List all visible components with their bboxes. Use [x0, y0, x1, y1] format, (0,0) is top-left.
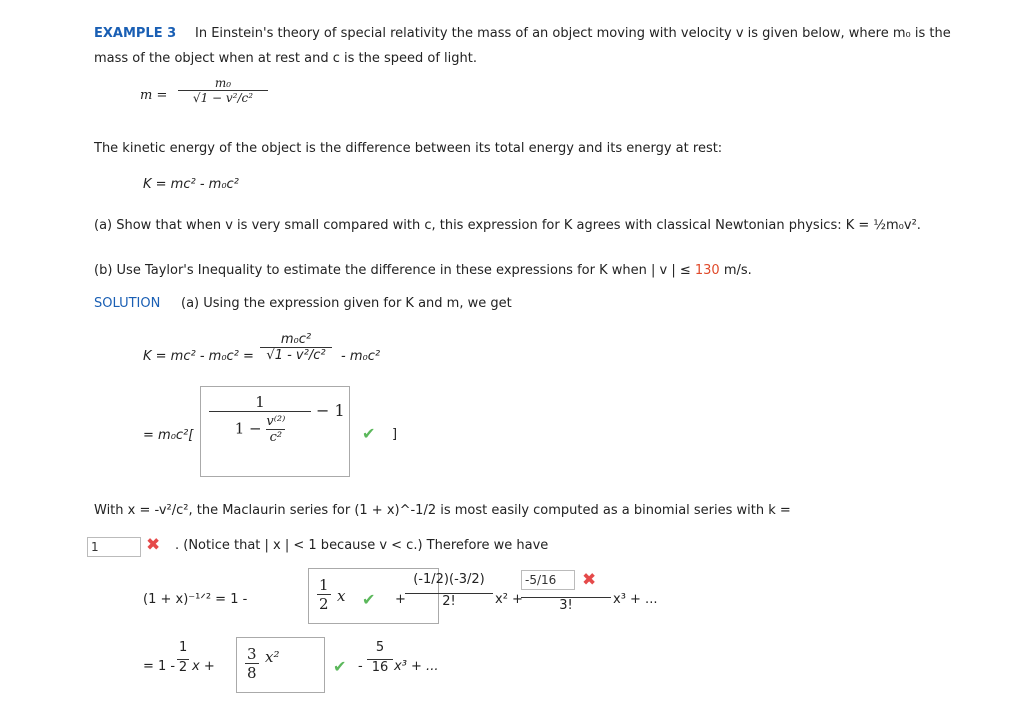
formula-m-den: √1 − v²/c²: [192, 91, 254, 105]
result-d1: 2: [178, 660, 188, 675]
result-t3: x³ + ...: [394, 659, 439, 674]
solution-label: SOLUTION: [94, 296, 161, 311]
step1-tail: - m₀c²: [341, 349, 381, 364]
formula-m-num: m₀: [178, 76, 268, 91]
f2-num: (-1/2)(-3/2): [405, 572, 493, 594]
part-a: (a) Show that when v is very small compared with c, this expression for K agrees with classical Newtonian physics: K = ½m₀v².: [94, 218, 921, 233]
result-minus: -: [358, 659, 363, 674]
box-var: x: [337, 587, 346, 605]
example-text-1: In Einstein's theory of special relativity the mass of an object moving with velocity v is given below, where m₀ is the: [195, 26, 951, 41]
step1-lhs: K = mc² - m₀c² =: [143, 349, 254, 364]
f2-den: 2!: [442, 594, 456, 609]
box-den: 8: [247, 664, 257, 682]
step2-answer-box[interactable]: [200, 386, 350, 477]
step2-close: ]: [392, 427, 398, 442]
part-b-unit: m/s.: [719, 263, 752, 278]
kinetic-text: The kinetic energy of the object is the difference between its total energy and its energy at rest:: [94, 141, 723, 156]
step2-lhs: = m₀c²[: [143, 428, 194, 443]
box-num: 1: [209, 393, 311, 412]
result-answer-box[interactable]: [236, 637, 325, 693]
result-d3: 16: [367, 659, 393, 675]
series-plus: +: [395, 592, 406, 607]
result-n3: 5: [375, 640, 385, 655]
step1-den: √1 - v²/c²: [266, 348, 326, 363]
result-n1: 1: [179, 640, 188, 655]
check-icon: ✔: [362, 590, 376, 609]
part-b-value: 130: [694, 263, 720, 278]
maclaurin-text: With x = -v²/c², the Maclaurin series for (1 + x)^-1/2 is most easily computed as a binomial series with k =: [94, 503, 791, 518]
box-den-one: 1 −: [234, 419, 262, 438]
box-den-num: v⁽²⁾: [266, 414, 286, 429]
f3-tail: x³ + ...: [613, 592, 658, 607]
box-num: 3: [247, 645, 257, 663]
box-tail: − 1: [316, 401, 345, 420]
box-var: x²: [265, 648, 280, 666]
box-den-den: c²: [269, 430, 283, 445]
result-lhs: = 1 -: [143, 659, 176, 674]
notice-text: . (Notice that | x | < 1 because v < c.) Therefore we have: [175, 538, 549, 553]
example-text-2: mass of the object when at rest and c is the speed of light.: [94, 51, 477, 66]
x-icon: ✖: [146, 535, 161, 555]
k-input[interactable]: 1: [87, 537, 141, 557]
check-icon: ✔: [333, 657, 347, 676]
f2-tail: x² +: [495, 592, 523, 607]
part-b-text: (b) Use Taylor's Inequality to estimate the difference in these expressions for K when | v | ≤: [94, 263, 695, 278]
kinetic-formula: K = mc² - m₀c²: [143, 177, 239, 192]
result-t1: x +: [192, 659, 215, 674]
example-label: EXAMPLE 3: [94, 26, 177, 41]
box-num: 1: [319, 576, 329, 594]
f3-input[interactable]: -5/16: [521, 570, 575, 590]
step1-num: m₀c²: [260, 332, 332, 348]
f3-den: 3!: [559, 598, 573, 613]
series-lhs: (1 + x)⁻¹ᐟ² = 1 -: [143, 592, 248, 607]
solution-text: (a) Using the expression given for K and m, we get: [181, 296, 512, 311]
check-icon: ✔: [362, 424, 376, 443]
box-den: 2: [319, 595, 329, 613]
x-icon: ✖: [582, 570, 597, 590]
formula-m-lhs: m =: [140, 88, 168, 103]
